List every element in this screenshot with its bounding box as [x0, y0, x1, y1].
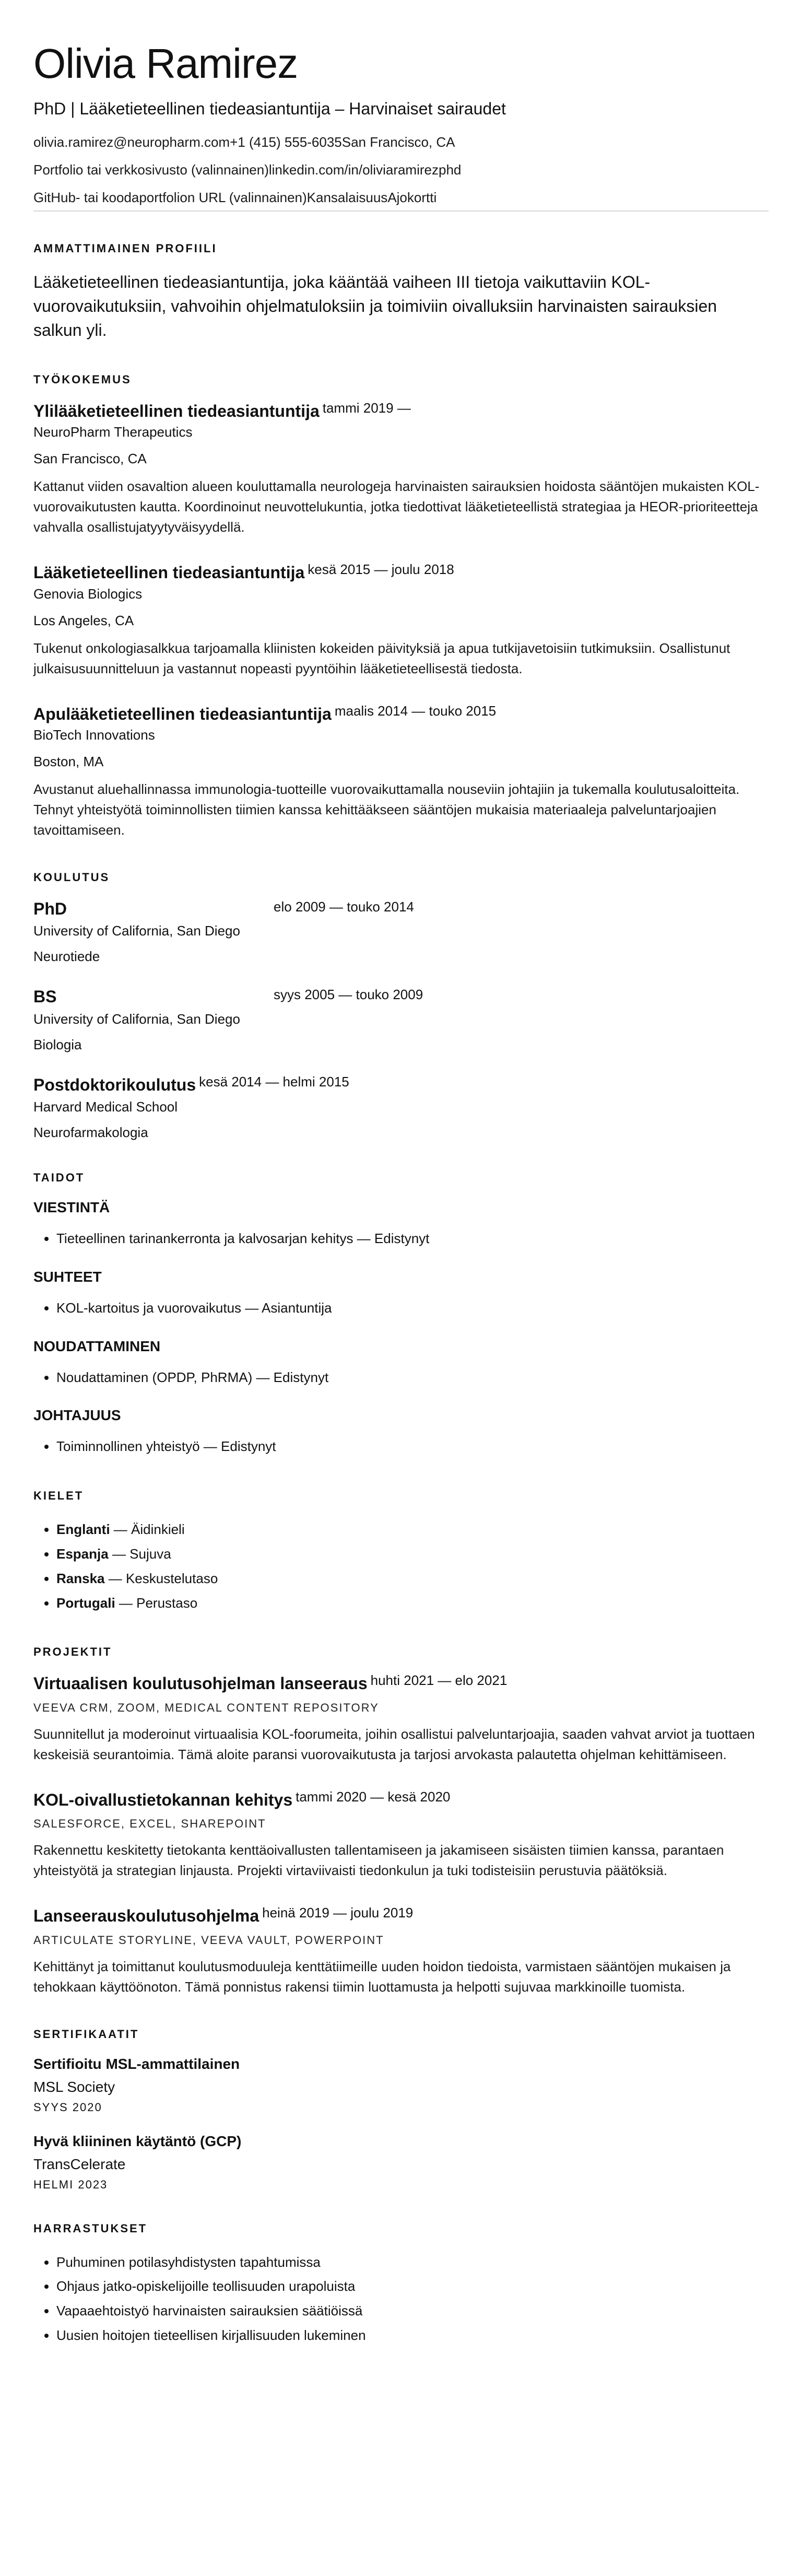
- section-title: KOULUTUS: [33, 870, 110, 884]
- certification-issuer: MSL Society: [33, 2078, 115, 2095]
- project-entry: [33, 1790, 769, 1881]
- school: Harvard Medical School: [33, 1099, 178, 1115]
- certification-entry: [33, 2056, 769, 2114]
- project-title: KOL-oivallustietokannan kehitys: [33, 1790, 293, 1809]
- skill-group: [33, 1338, 769, 1390]
- resume-header: [33, 42, 769, 212]
- job-dates: tammi 2019 —: [322, 400, 411, 416]
- certification-name: Hyvä kliininen käytäntö (GCP): [33, 2133, 242, 2149]
- github-link[interactable]: GitHub- tai koodaportfolion URL (valinnainen): [33, 190, 307, 206]
- job-dates: maalis 2014 — touko 2015: [334, 702, 497, 719]
- skill-category: SUHTEET: [33, 1268, 102, 1285]
- job-description: Tukenut onkologiasalkkua tarjoamalla kliinisten kokeiden päivityksiä ja apua tutkijavetoisiin tutkimuksiin. Osallistunut julkaisusuunnitteluun ja vastannut nopeasti pyyntöihin lääketieteellisestä tiedosta.: [33, 640, 730, 676]
- skill-item: • Toiminnollinen yhteistyö — Edistynyt: [56, 1434, 769, 1459]
- job-location: Boston, MA: [33, 753, 104, 769]
- headline: PhD | Lääketieteellinen tiedeasiantuntija – Harvinaiset sairaudet: [33, 99, 506, 118]
- education-dates: kesä 2014 — helmi 2015: [199, 1073, 349, 1090]
- employer: NeuroPharm Therapeutics: [33, 424, 193, 440]
- degree: PhD: [33, 899, 67, 918]
- skill-item: • Noudattaminen (OPDP, PhRMA) — Edistynyt: [56, 1365, 769, 1390]
- experience-entry: [33, 401, 769, 537]
- profile-text: Lääketieteellinen tiedeasiantuntija, joka kääntää vaiheen III tietoja vaikuttaviin KOL-vuorovaikutuksiin, vahvoihin ohjelmatuloksiin ja toimiviin oivalluksiin harvinaisten sairauksien salkun yli.: [33, 272, 717, 340]
- skill-item: • Tieteellinen tarinankerronta ja kalvosarjan kehitys — Edistynyt: [56, 1226, 769, 1251]
- school: University of California, San Diego: [33, 923, 240, 939]
- certification-entry: [33, 2133, 769, 2192]
- job-title: Lääketieteellinen tiedeasiantuntija: [33, 563, 305, 582]
- profile-section: [33, 242, 769, 343]
- project-entry: [33, 1673, 769, 1764]
- language-level: — Äidinkieli: [110, 1521, 185, 1538]
- skill-category: JOHTAJUUS: [33, 1407, 121, 1424]
- project-description: Kehittänyt ja toimittanut koulutusmoduuleja kenttätiimeille uuden hoidon tiedoista, varmistaen sääntöjen mukaisen ja tehokkaan käyttöönoton. Tämä ponnistus rakensi tiimin luottamusta ja helpotti sujuvaa markkinoille tuomista.: [33, 1958, 731, 1995]
- language-item: [56, 1517, 769, 1542]
- experience-entry: [33, 704, 769, 840]
- hobby-item: • Uusien hoitojen tieteellisen kirjallisuuden lukeminen: [56, 2323, 769, 2348]
- job-dates: kesä 2015 — joulu 2018: [308, 561, 454, 578]
- citizenship-text: Kansalaisuus: [306, 190, 388, 206]
- project-dates: huhti 2021 — elo 2021: [370, 1672, 508, 1689]
- hobby-item: • Ohjaus jatko-opiskelijoille teollisuuden urapoluista: [56, 2274, 769, 2299]
- language-name: Espanja: [56, 1546, 109, 1562]
- location-text: San Francisco, CA: [341, 134, 455, 150]
- certification-date: HELMI 2023: [33, 2177, 108, 2191]
- education-dates: syys 2005 — touko 2009: [274, 987, 423, 1003]
- section-title: HARRASTUKSET: [33, 2221, 148, 2235]
- language-list: [33, 1517, 769, 1615]
- section-title: AMMATTIMAINEN PROFIILI: [33, 241, 217, 255]
- language-item: [56, 1542, 769, 1566]
- portfolio-link[interactable]: Portfolio tai verkkosivusto (valinnainen): [33, 162, 269, 178]
- language-name: Portugali: [56, 1595, 115, 1611]
- education-entry: [33, 987, 769, 1052]
- education-section: [33, 871, 769, 1141]
- project-title: Lanseerauskoulutusohjelma: [33, 1906, 260, 1926]
- field-of-study: Neurotiede: [33, 949, 100, 965]
- section-title: KIELET: [33, 1489, 84, 1503]
- contact-row-1: [33, 134, 769, 150]
- skill-group: [33, 1407, 769, 1459]
- language-item: [56, 1566, 769, 1591]
- skill-category: NOUDATTAMINEN: [33, 1338, 161, 1354]
- language-name: Ranska: [56, 1570, 105, 1586]
- employer: Genovia Biologics: [33, 586, 143, 602]
- education-entry: [33, 899, 769, 965]
- certification-name: Sertifioitu MSL-ammattilainen: [33, 2055, 240, 2072]
- experience-entry: [33, 563, 769, 678]
- project-tools: VEEVA CRM, ZOOM, MEDICAL CONTENT REPOSITORY: [33, 1701, 379, 1714]
- email-link[interactable]: olivia.ramirez@neuropharm.com: [33, 134, 230, 150]
- field-of-study: Neurofarmakologia: [33, 1125, 148, 1141]
- employer: BioTech Innovations: [33, 727, 155, 743]
- job-description: Avustanut aluehallinnassa immunologia-tuotteille vuorovaikuttamalla nouseviin johtajiin ja tukemalla koulutusaloitteita. Tehnyt yhteistyötä toiminnollisten tiimien kanssa kehittääkseen sääntöjen mukaisia materiaaleja palveluntarjoajien tavoittamiseen.: [33, 781, 740, 838]
- job-location: San Francisco, CA: [33, 451, 147, 467]
- job-title: Apulääketieteellinen tiedeasiantuntija: [33, 704, 332, 723]
- section-title: TAIDOT: [33, 1171, 85, 1185]
- hobbies-section: [33, 2222, 769, 2348]
- job-description: Kattanut viiden osavaltion alueen kouluttamalla neurologeja harvinaisten sairauksien hoidosta sääntöjen mukaisten KOL-vuorovaikutusten kautta. Koordinoinut neuvottelukuntia, jotka tiedottivat lääketieteellistä strategiaa ja HEOR-prioriteetteja vahvalla osallistujatyytyväisyydellä.: [33, 478, 760, 535]
- section-title: PROJEKTIT: [33, 1645, 112, 1659]
- certifications-section: [33, 2028, 769, 2192]
- projects-section: [33, 1645, 769, 1997]
- hobby-item: • Puhuminen potilasyhdistysten tapahtumissa: [56, 2250, 769, 2275]
- hobby-list: [33, 2250, 769, 2348]
- project-description: Suunnitellut ja moderoinut virtuaalisia KOL-foorumeita, joihin osallistui palveluntarjoajia, saaden vahvat arviot ja tuottaen keskeisiä seurantoimia. Tämä aloite paransi vuorovaikutusta ja tarjosi arvokasta palautetta ohjelman kehittämiseen.: [33, 1726, 755, 1762]
- project-description: Rakennettu keskitetty tietokanta kenttäoivallusten tallentamiseen ja jakamiseen sisäisten tiimien kanssa, parantaen yhteistyötä ja strategian linjausta. Projekti virtaviivaisti tiedonkulun ja tuki todisteisiin perustuvia päätöksiä.: [33, 1842, 724, 1879]
- language-item: [56, 1591, 769, 1615]
- project-dates: tammi 2020 — kesä 2020: [296, 1788, 451, 1805]
- skill-group: [33, 1199, 769, 1251]
- school: University of California, San Diego: [33, 1011, 240, 1027]
- field-of-study: Biologia: [33, 1036, 82, 1052]
- skills-section: [33, 1171, 769, 1459]
- hobby-item: • Vapaaehtoistyö harvinaisten sairauksien säätiöissä: [56, 2299, 769, 2323]
- certification-date: SYYS 2020: [33, 2100, 102, 2114]
- project-entry: [33, 1906, 769, 1997]
- job-title: Ylilääketieteellinen tiedeasiantuntija: [33, 401, 320, 420]
- language-level: — Perustaso: [115, 1595, 198, 1611]
- language-level: — Sujuva: [108, 1546, 171, 1562]
- education-entry: [33, 1075, 769, 1141]
- project-title: Virtuaalisen koulutusohjelman lanseeraus: [33, 1674, 368, 1693]
- project-tools: SALESFORCE, EXCEL, SHAREPOINT: [33, 1817, 266, 1831]
- drivers-license-text: Ajokortti: [387, 190, 437, 206]
- languages-section: [33, 1489, 769, 1615]
- header-divider: [33, 210, 769, 212]
- degree: BS: [33, 987, 57, 1006]
- project-tools: ARTICULATE STORYLINE, VEEVA VAULT, POWERPOINT: [33, 1933, 384, 1947]
- skill-category: VIESTINTÄ: [33, 1199, 110, 1216]
- language-name: Englanti: [56, 1521, 110, 1538]
- skill-group: [33, 1269, 769, 1320]
- project-dates: heinä 2019 — joulu 2019: [262, 1905, 414, 1921]
- phone-link[interactable]: +1 (415) 555-6035: [230, 134, 342, 150]
- skill-item: • KOL-kartoitus ja vuorovaikutus — Asiantuntija: [56, 1296, 769, 1320]
- education-dates: elo 2009 — touko 2014: [274, 898, 414, 915]
- contact-row-3: [33, 190, 769, 206]
- language-level: — Keskustelutaso: [104, 1570, 218, 1586]
- section-title: SERTIFIKAATIT: [33, 2027, 139, 2041]
- degree: Postdoktorikoulutus: [33, 1075, 196, 1094]
- contact-row-2: [33, 162, 769, 178]
- job-location: Los Angeles, CA: [33, 612, 134, 628]
- linkedin-link[interactable]: linkedin.com/in/oliviaramirezphd: [268, 162, 462, 178]
- certification-issuer: TransCelerate: [33, 2156, 126, 2172]
- experience-section: [33, 373, 769, 840]
- section-title: TYÖKOKEMUS: [33, 372, 132, 386]
- candidate-name: Olivia Ramirez: [33, 40, 298, 87]
